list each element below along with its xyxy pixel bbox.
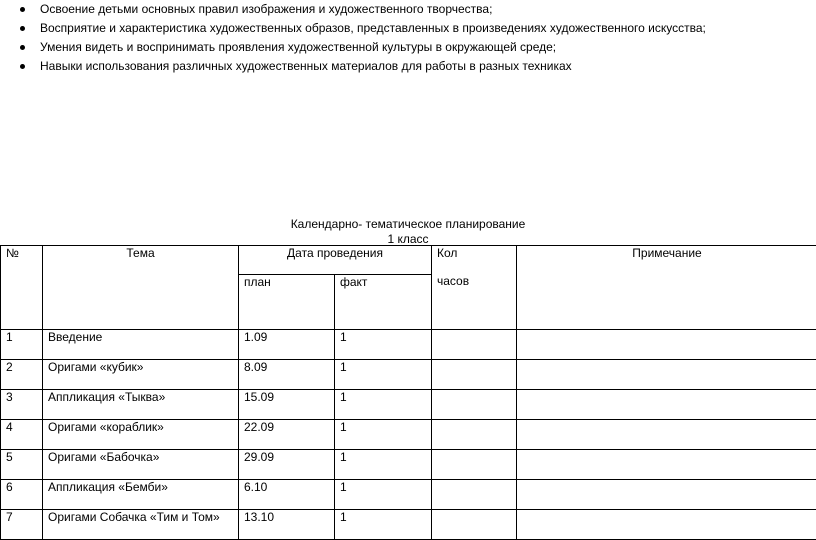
cell-plan: 1.09 — [239, 330, 335, 360]
cell-number: 2 — [1, 360, 43, 390]
list-item — [0, 38, 706, 57]
header-topic: Тема — [43, 246, 239, 330]
table-row — [1, 390, 816, 420]
cell-hours — [432, 510, 517, 540]
cell-number: 1 — [1, 330, 43, 360]
bullet-icon — [20, 45, 25, 50]
cell-plan: 15.09 — [239, 390, 335, 420]
cell-plan: 6.10 — [239, 480, 335, 510]
goals-list — [0, 0, 706, 76]
cell-fact: 1 — [335, 510, 432, 540]
cell-fact: 1 — [335, 420, 432, 450]
cell-plan: 29.09 — [239, 450, 335, 480]
header-date: Дата проведения — [239, 246, 432, 275]
cell-fact: 1 — [335, 450, 432, 480]
cell-topic: Оригами Собачка «Тим и Том» — [43, 510, 239, 540]
cell-note — [517, 360, 816, 390]
cell-topic: Аппликация «Тыква» — [43, 390, 239, 420]
cell-number: 4 — [1, 420, 43, 450]
cell-hours — [432, 450, 517, 480]
table-row — [1, 360, 816, 390]
cell-note — [517, 450, 816, 480]
cell-note — [517, 390, 816, 420]
list-item — [0, 0, 706, 19]
cell-hours — [432, 480, 517, 510]
cell-topic: Введение — [43, 330, 239, 360]
cell-note — [517, 510, 816, 540]
cell-number: 6 — [1, 480, 43, 510]
cell-number: 5 — [1, 450, 43, 480]
table-row — [1, 330, 816, 360]
table-header-row — [1, 246, 816, 275]
cell-number: 3 — [1, 390, 43, 420]
table-row — [1, 510, 816, 540]
cell-hours — [432, 390, 517, 420]
header-note: Примечание — [517, 246, 816, 330]
cell-topic: Аппликация «Бемби» — [43, 480, 239, 510]
cell-note — [517, 330, 816, 360]
goal-text: Восприятие и характеристика художественных образов, представленных в произведениях художественного искусства; — [40, 21, 706, 35]
cell-hours — [432, 420, 517, 450]
cell-note — [517, 480, 816, 510]
goal-text: Освоение детьми основных правил изображения и художественного творчества; — [40, 2, 492, 16]
bullet-icon — [20, 26, 25, 31]
page-title: Календарно- тематическое планирование — [0, 217, 816, 231]
cell-number: 7 — [1, 510, 43, 540]
header-hours — [432, 246, 517, 330]
page-subtitle: 1 класс — [0, 232, 816, 246]
header-hours-top: Кол — [437, 246, 511, 260]
table-row — [1, 480, 816, 510]
cell-plan: 13.10 — [239, 510, 335, 540]
table-row — [1, 420, 816, 450]
cell-fact: 1 — [335, 390, 432, 420]
table-row — [1, 450, 816, 480]
header-number: № — [1, 246, 43, 330]
cell-plan: 8.09 — [239, 360, 335, 390]
cell-note — [517, 420, 816, 450]
planning-table — [0, 245, 816, 540]
cell-fact: 1 — [335, 330, 432, 360]
list-item — [0, 57, 706, 76]
cell-hours — [432, 330, 517, 360]
cell-topic: Оригами «кораблик» — [43, 420, 239, 450]
bullet-icon — [20, 7, 25, 12]
list-item — [0, 19, 706, 38]
cell-topic: Оригами «Бабочка» — [43, 450, 239, 480]
header-fact: факт — [335, 275, 432, 330]
goal-text: Умения видеть и воспринимать проявления художественной культуры в окружающей среде; — [40, 40, 556, 54]
goal-text: Навыки использования различных художественных материалов для работы в разных техниках — [40, 59, 572, 73]
cell-topic: Оригами «кубик» — [43, 360, 239, 390]
header-plan: план — [239, 275, 335, 330]
cell-hours — [432, 360, 517, 390]
cell-plan: 22.09 — [239, 420, 335, 450]
cell-fact: 1 — [335, 480, 432, 510]
bullet-icon — [20, 64, 25, 69]
header-hours-bottom: часов — [437, 274, 511, 288]
cell-fact: 1 — [335, 360, 432, 390]
